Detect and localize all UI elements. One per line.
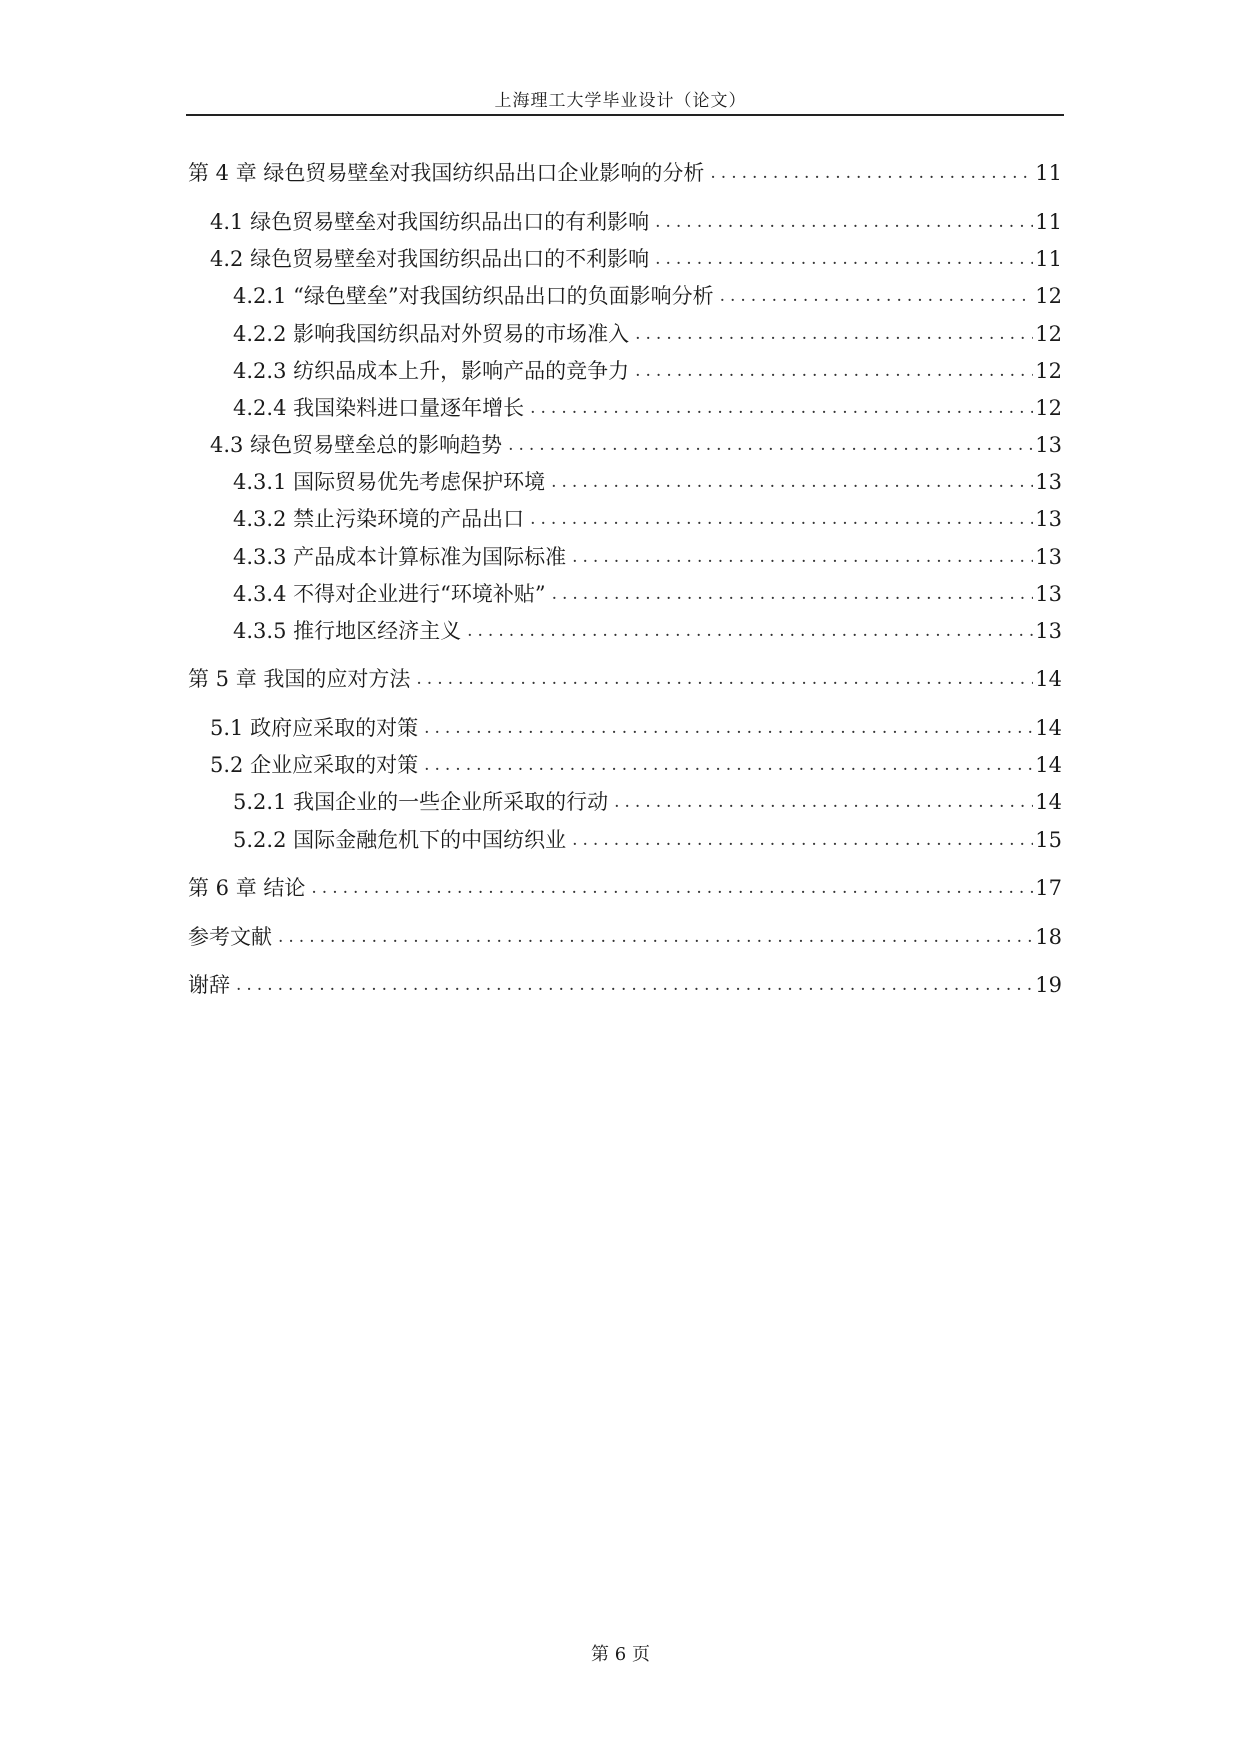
toc-entry-title: 4.2.3 纺织品成本上升，影响产品的竞争力 (233, 359, 630, 383)
toc-entry[interactable] (188, 393, 1062, 423)
toc-entry-page: 15 (1035, 828, 1062, 852)
toc-dot-leader (530, 393, 1033, 423)
toc-dot-leader (424, 713, 1033, 743)
toc-dot-leader (655, 207, 1033, 237)
toc-dot-leader (311, 873, 1033, 903)
toc-entry-title: 5.2.2 国际金融危机下的中国纺织业 (233, 828, 567, 852)
toc-entry-title: 4.3 绿色贸易壁垒总的影响趋势 (210, 433, 503, 457)
toc-entry[interactable] (188, 750, 1062, 780)
toc-dot-leader (655, 244, 1033, 274)
toc-dot-leader (635, 319, 1033, 349)
toc-entry-title: 第 6 章 结论 (188, 876, 306, 900)
toc-entry-page: 12 (1035, 359, 1062, 383)
toc-dot-leader (552, 579, 1034, 609)
toc-entry-page: 12 (1035, 396, 1062, 420)
toc-entry-title: 谢辞 (188, 973, 230, 997)
toc-dot-leader (424, 750, 1033, 780)
toc-dot-leader (508, 430, 1033, 460)
toc-entry-page: 11 (1035, 210, 1062, 234)
toc-entry-page: 14 (1035, 667, 1062, 691)
toc-entry-page: 12 (1035, 284, 1062, 308)
toc-dot-leader (551, 467, 1033, 497)
toc-entry-page: 17 (1035, 876, 1062, 900)
toc-entry[interactable] (188, 825, 1062, 855)
toc-entry-page: 12 (1035, 322, 1062, 346)
toc-entry[interactable] (188, 467, 1062, 497)
toc-entry-title: 4.3.3 产品成本计算标准为国际标准 (233, 545, 567, 569)
toc-entry-page: 11 (1035, 161, 1062, 185)
toc-entry[interactable] (188, 319, 1062, 349)
toc-entry-title: 4.3.5 推行地区经济主义 (233, 619, 462, 643)
toc-entry-page: 11 (1035, 247, 1062, 271)
toc-entry-page: 13 (1035, 470, 1062, 494)
toc-entry[interactable] (188, 356, 1062, 386)
toc-entry-page: 13 (1035, 507, 1062, 531)
toc-dot-leader (236, 970, 1033, 1000)
toc-entry[interactable] (188, 207, 1062, 237)
toc-entry-page: 13 (1035, 619, 1062, 643)
toc-entry[interactable] (188, 664, 1062, 694)
header-divider (186, 114, 1064, 116)
toc-entry-page: 13 (1035, 545, 1062, 569)
toc-dot-leader (467, 616, 1033, 646)
toc-entry-title: 4.2.2 影响我国纺织品对外贸易的市场准入 (233, 322, 630, 346)
toc-entry[interactable] (188, 579, 1062, 609)
toc-dot-leader (572, 542, 1033, 572)
toc-dot-leader (720, 281, 1034, 311)
toc-dot-leader (572, 825, 1033, 855)
toc-entry-title: 5.2.1 我国企业的一些企业所采取的行动 (233, 790, 609, 814)
toc-dot-leader (614, 787, 1033, 817)
toc-entry[interactable] (188, 922, 1062, 952)
toc-entry-page: 14 (1035, 716, 1062, 740)
page-header-title: 上海理工大学毕业设计（论文） (494, 91, 747, 111)
page-number: 第 6 页 (591, 1644, 650, 1665)
toc-entry-title: 第 4 章 绿色贸易壁垒对我国纺织品出口企业影响的分析 (188, 161, 705, 185)
toc-entry-title: 4.3.1 国际贸易优先考虑保护环境 (233, 470, 546, 494)
toc-dot-leader (635, 356, 1033, 386)
toc-dot-leader (416, 664, 1033, 694)
toc-entry[interactable] (188, 281, 1062, 311)
toc-dot-leader (530, 504, 1033, 534)
toc-entry-title: 4.2.4 我国染料进口量逐年增长 (233, 396, 525, 420)
toc-dot-leader (710, 158, 1033, 188)
toc-entry-title: 第 5 章 我国的应对方法 (188, 667, 411, 691)
toc-entry-title: 5.2 企业应采取的对策 (210, 753, 419, 777)
toc-entry-page: 14 (1035, 790, 1062, 814)
toc-entry[interactable] (188, 542, 1062, 572)
toc-entry-page: 18 (1035, 925, 1062, 949)
toc-entry[interactable] (188, 713, 1062, 743)
toc-entry-page: 19 (1035, 973, 1062, 997)
toc-entry-title: 5.1 政府应采取的对策 (210, 716, 419, 740)
toc-entry[interactable] (188, 616, 1062, 646)
toc-entry-title: 4.1 绿色贸易壁垒对我国纺织品出口的有利影响 (210, 210, 650, 234)
toc-entry[interactable] (188, 244, 1062, 274)
toc-entry[interactable] (188, 970, 1062, 1000)
toc-entry[interactable] (188, 158, 1062, 188)
toc-entry[interactable] (188, 430, 1062, 460)
toc-entry[interactable] (188, 504, 1062, 534)
toc-entry[interactable] (188, 787, 1062, 817)
toc-entry-page: 14 (1035, 753, 1062, 777)
toc-entry-title: 参考文献 (188, 925, 272, 949)
toc-entry[interactable] (188, 873, 1062, 903)
toc-entry-title: 4.2.1 “绿色壁垒”对我国纺织品出口的负面影响分析 (233, 284, 714, 308)
toc-entry-page: 13 (1035, 433, 1062, 457)
toc-entry-title: 4.2 绿色贸易壁垒对我国纺织品出口的不利影响 (210, 247, 650, 271)
toc-entry-title: 4.3.4 不得对企业进行“环境补贴” (233, 582, 546, 606)
toc-dot-leader (278, 922, 1033, 952)
toc-entry-title: 4.3.2 禁止污染环境的产品出口 (233, 507, 525, 531)
toc-entry-page: 13 (1035, 582, 1062, 606)
